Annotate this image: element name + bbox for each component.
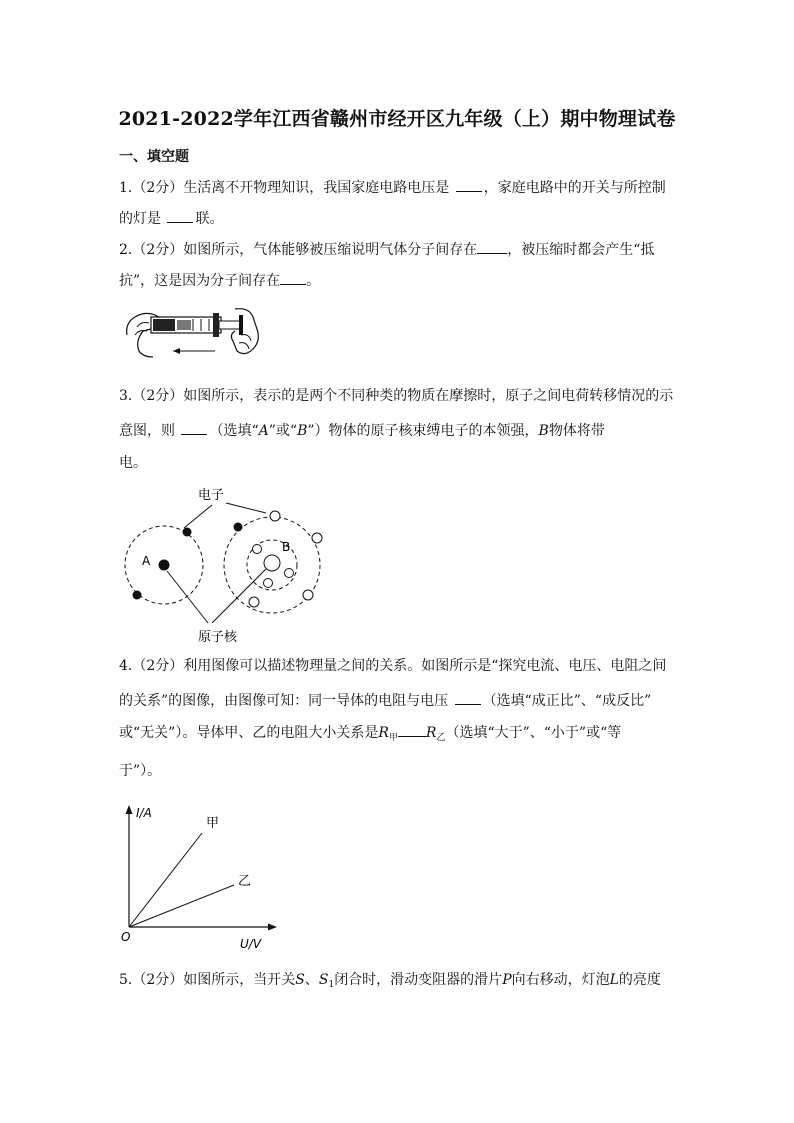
q4-text-e: （选填“大于”、“小于”或“等 (445, 725, 622, 741)
q4-text-f: 于”）。 (119, 763, 162, 779)
atom-b-nucleus (264, 555, 280, 571)
q3-letter-a: A (258, 423, 269, 439)
q3-text-g: ”）物体的原子核束缚电子的本领强， (307, 423, 539, 439)
question-3-line-1 (119, 389, 673, 403)
q2-blank-1[interactable] (477, 240, 507, 254)
q1-blank-voltage[interactable] (456, 178, 482, 192)
question-4-line-4 (119, 764, 161, 778)
atom-b-electron (285, 569, 294, 578)
q2-text-b: ，被压缩时都会产生“抵 (507, 242, 655, 258)
page-title: 2021-2022学年江西省赣州市经开区九年级（上）期中物理试卷 (118, 108, 676, 130)
atom-a-electron (183, 528, 192, 537)
q4-r-jia-sub: 甲 (388, 733, 398, 743)
syringe-figure (123, 305, 273, 360)
atom-b-electron (234, 523, 243, 532)
y-axis-label: I/A (136, 806, 152, 820)
x-axis-label: U/V (240, 937, 262, 951)
q2-text-a: 2.（2分）如图所示，气体能够被压缩说明气体分子间存在 (119, 242, 478, 258)
q4-blank-relation[interactable] (455, 691, 481, 705)
q5-lamp-l: L (609, 972, 619, 988)
atom-diagram (120, 485, 340, 645)
q5-text-d: 的亮度 (618, 972, 661, 988)
atom-b-electron (270, 511, 280, 521)
q1-text-d: 联。 (195, 211, 224, 227)
line-jia-label: 甲 (206, 816, 220, 831)
question-1-line-1 (119, 178, 666, 195)
atom-b-electron (303, 590, 313, 600)
label-atom-b: B (282, 540, 291, 554)
q3-text-b: 意图，则 (119, 423, 175, 439)
atom-a-nucleus (159, 560, 170, 571)
q5-text-b: 闭合时，滑动变阻器的滑片 (334, 972, 503, 988)
q5-slider-p: P (502, 972, 512, 988)
atom-b-electron (249, 597, 259, 607)
label-atom-a: A (142, 554, 151, 568)
atom-b-electron (312, 533, 322, 543)
label-electron: 电子 (198, 488, 225, 503)
q4-text-b: 的关系”的图像，由图像可知：同一导体的电阻与电压 (119, 693, 449, 709)
q4-blank-compare[interactable] (398, 723, 426, 737)
question-3-line-2 (119, 421, 605, 438)
question-4-line-1 (119, 659, 666, 673)
q3-blank-object[interactable] (181, 421, 207, 435)
atom-a-electron (133, 591, 142, 600)
q3-text-a: 3.（2分）如图所示，表示的是两个不同种类的物质在摩擦时，原子之间电荷转移情况的示 (119, 388, 674, 404)
q4-text-a: 4.（2分）利用图像可以描述物理量之间的关系。如图所示是“探究电流、电压、电阻之间 (119, 658, 667, 674)
q3-letter-b: B (297, 423, 308, 439)
question-4-line-3 (119, 723, 621, 743)
line-yi-label: 乙 (238, 874, 252, 889)
x-axis-arrow (268, 924, 277, 931)
q1-text-b: ，家庭电路中的开关与所控制 (483, 180, 666, 196)
q3-text-j: 电。 (119, 455, 147, 471)
question-1-line-2 (119, 209, 223, 226)
q4-r-jia: R (378, 725, 389, 741)
q2-text-c: 抗”，这是因为分子间存在 (119, 273, 281, 289)
q1-text-c: 的灯是 (119, 211, 161, 227)
q5-comma: 、 (304, 972, 319, 988)
q3-text-e: ”或“ (268, 423, 298, 439)
q1-text-a: 1.（2分）生活离不开物理知识，我国家庭电路电压是 (119, 180, 450, 196)
atom-b-electron (253, 545, 262, 554)
q4-r-yi-sub: 乙 (436, 733, 446, 743)
q5-switch-s1-sub: 1 (328, 980, 335, 990)
atom-b-electron (264, 579, 273, 588)
q4-text-c: （选填“成正比”、“成反比” (482, 693, 652, 709)
q2-text-d: 。 (306, 273, 321, 289)
question-3-line-3 (119, 456, 147, 470)
q5-text-c: 向右移动，灯泡 (511, 972, 610, 988)
q1-blank-connection[interactable] (167, 209, 193, 223)
question-2-line-1 (119, 240, 654, 257)
q3-text-i: 物体将带 (548, 423, 605, 439)
q4-text-d: 或“无关”）。导体甲、乙的电阻大小关系是 (119, 725, 379, 741)
q3-letter-b-2: B (538, 423, 549, 439)
question-4-line-2 (119, 691, 651, 708)
q4-r-yi: R (425, 725, 437, 741)
label-nucleus: 原子核 (198, 630, 238, 645)
q5-text-a: 5.（2分）如图所示，当开关 (119, 972, 296, 988)
question-2-line-2 (119, 271, 320, 288)
q3-text-c: （选填“ (209, 423, 259, 439)
section-heading: 一、填空题 (119, 149, 189, 165)
q2-blank-2[interactable] (280, 271, 306, 285)
q5-switch-s: S (295, 972, 305, 988)
origin-label: O (121, 930, 131, 944)
y-axis-arrow (126, 805, 133, 814)
q5-switch-s1: S (318, 972, 329, 988)
question-5-line-1 (119, 973, 661, 990)
iu-graph (120, 803, 280, 953)
